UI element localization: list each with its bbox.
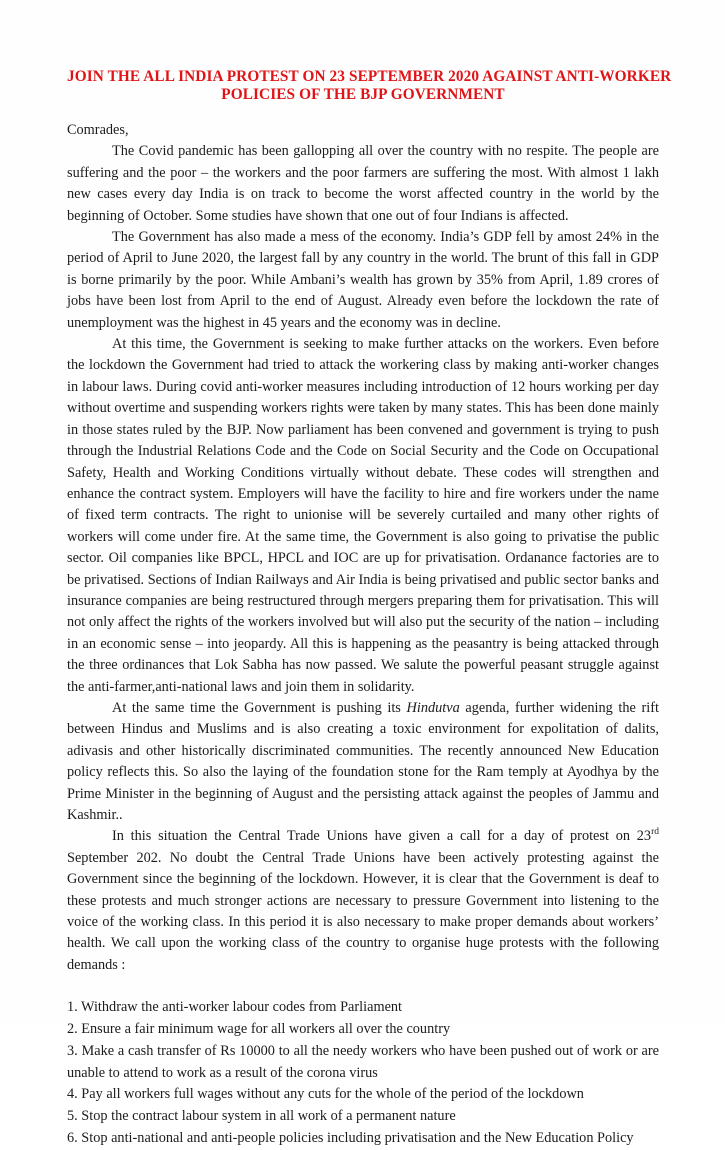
demand-item-3: 3. Make a cash transfer of Rs 10000 to all the needy workers who have been pushed out of work or are unable to attend to work as a result of the corona virus — [67, 1042, 659, 1081]
paragraph-economy: The Government has also made a mess of the economy. India’s GDP fell by amost 24% in the period of April to June 2020, the largest fall by any country in the world. The brunt of this fall in GDP is borne primarily by the poor. While Ambani’s wealth has grown by 35% from April, 1.89 crores of jobs have been lost from April to the end of August. Already even before the lockdown the rate of unemployment was the highest in 45 years and the economy was in decline. — [67, 229, 659, 331]
document-title-line-1: JOIN THE ALL INDIA PROTEST ON 23 SEPTEMBER 2020 AGAINST ANTI-WORKER — [67, 68, 672, 85]
demand-item-1: 1. Withdraw the anti-worker labour codes from Parliament — [67, 999, 403, 1016]
demands-list — [67, 997, 659, 1150]
demand-item-2: 2. Ensure a fair minimum wage for all workers all over the country — [67, 1021, 451, 1038]
paragraph-labour-codes: At this time, the Government is seeking to make further attacks on the workers. Even before the lockdown the Government had tried to attack the workering class by making anti-worker changes in labour laws. During covid anti-worker measures including introduction of 12 hours working per day without overtime and suspending workers rights were taken by many states. This has been done mainly in those states ruled by the BJP. Now parliament has been convened and government is trying to push through the Industrial Relations Code and the Code on Social Security and the Code on Occupational Safety, Health and Working Conditions virtually without debate. These codes will strengthen and enhance the contract system. Employers will have the facility to hire and fire workers under the name of fixed term contracts. The right to unionise will be severely curtailed and many other rights of workers will come under fire. At the same time, the Government is also going to privatise the public sector. Oil companies like BPCL, HPCL and IOC are up for privatisation. Ordanance factories are to be privatised. Sections of Indian Railways and Air India is being privatised and public sector banks and insurance companies are being restructured through mergers preparing them for privatisation. This will not only affect the rights of the workers involved but will also put the security of the nation – including in an economic sense – into jeopardy. All this is happening as the peasantry is being attacked through the three ordinances that Lok Sabha has now passed. We salute the powerful peasant struggle against the anti-farmer,anti-national laws and join them in solidarity. — [67, 336, 659, 695]
document-title — [67, 68, 672, 103]
demand-item-4: 4. Pay all workers full wages without any cuts for the whole of the period of the lockdown — [67, 1086, 584, 1103]
paragraph-hindutva-pre: At the same time the Government is pushing its — [112, 699, 407, 716]
paragraph-covid: The Covid pandemic has been gallopping all over the country with no respite. The people are suffering and the poor – the workers and the poor farmers are suffering the most. With almost 1 lakh new cases every day India is on track to become the worst affected country in the world by the beginning of October. Some studies have shown that one out of four Indians is affected. — [67, 143, 659, 224]
paragraph-protest-post: September 202. No doubt the Central Trade Unions have been actively protesting against the Government since the beginning of the lockdown. However, it is clear that the Government is deaf to these protests and much stronger actions are necessary to pressure Government into listening to the voice of the working class. In this period it is also necessary to make proper demands about workers’ health. We call upon the working class of the country to organise huge protests with the following demands : — [67, 849, 659, 973]
paragraph-protest-pre: In this situation the Central Trade Unions have given a call for a day of protest on 23 — [112, 828, 652, 845]
paragraph-hindutva-post: agenda, further widening the rift between Hindus and Muslims and is also creating a toxic environment for expolitation of dalits, adivasis and other historically discriminated communities. The recently announced New Education policy reflects this. So also the laying of the foundation stone for the Ram temply at Ayodhya by the Prime Minister in the beginning of August and the persisting attack against the peoples of Jammu and Kashmir.. — [67, 699, 659, 823]
document-title-line-2: POLICIES OF THE BJP GOVERNMENT — [221, 85, 505, 103]
demand-item-5: 5. Stop the contract labour system in all work of a permanent nature — [67, 1108, 456, 1125]
ordinal-suffix: rd — [651, 827, 659, 838]
paragraph-hindutva — [67, 698, 659, 826]
paragraph-protest-call — [67, 826, 659, 976]
demand-item-6: 6. Stop anti-national and anti-people policies including privatisation and the New Education Policy — [67, 1130, 634, 1147]
salutation: Comrades, — [67, 122, 129, 138]
italic-term-hindutva: Hindutva — [406, 699, 460, 716]
